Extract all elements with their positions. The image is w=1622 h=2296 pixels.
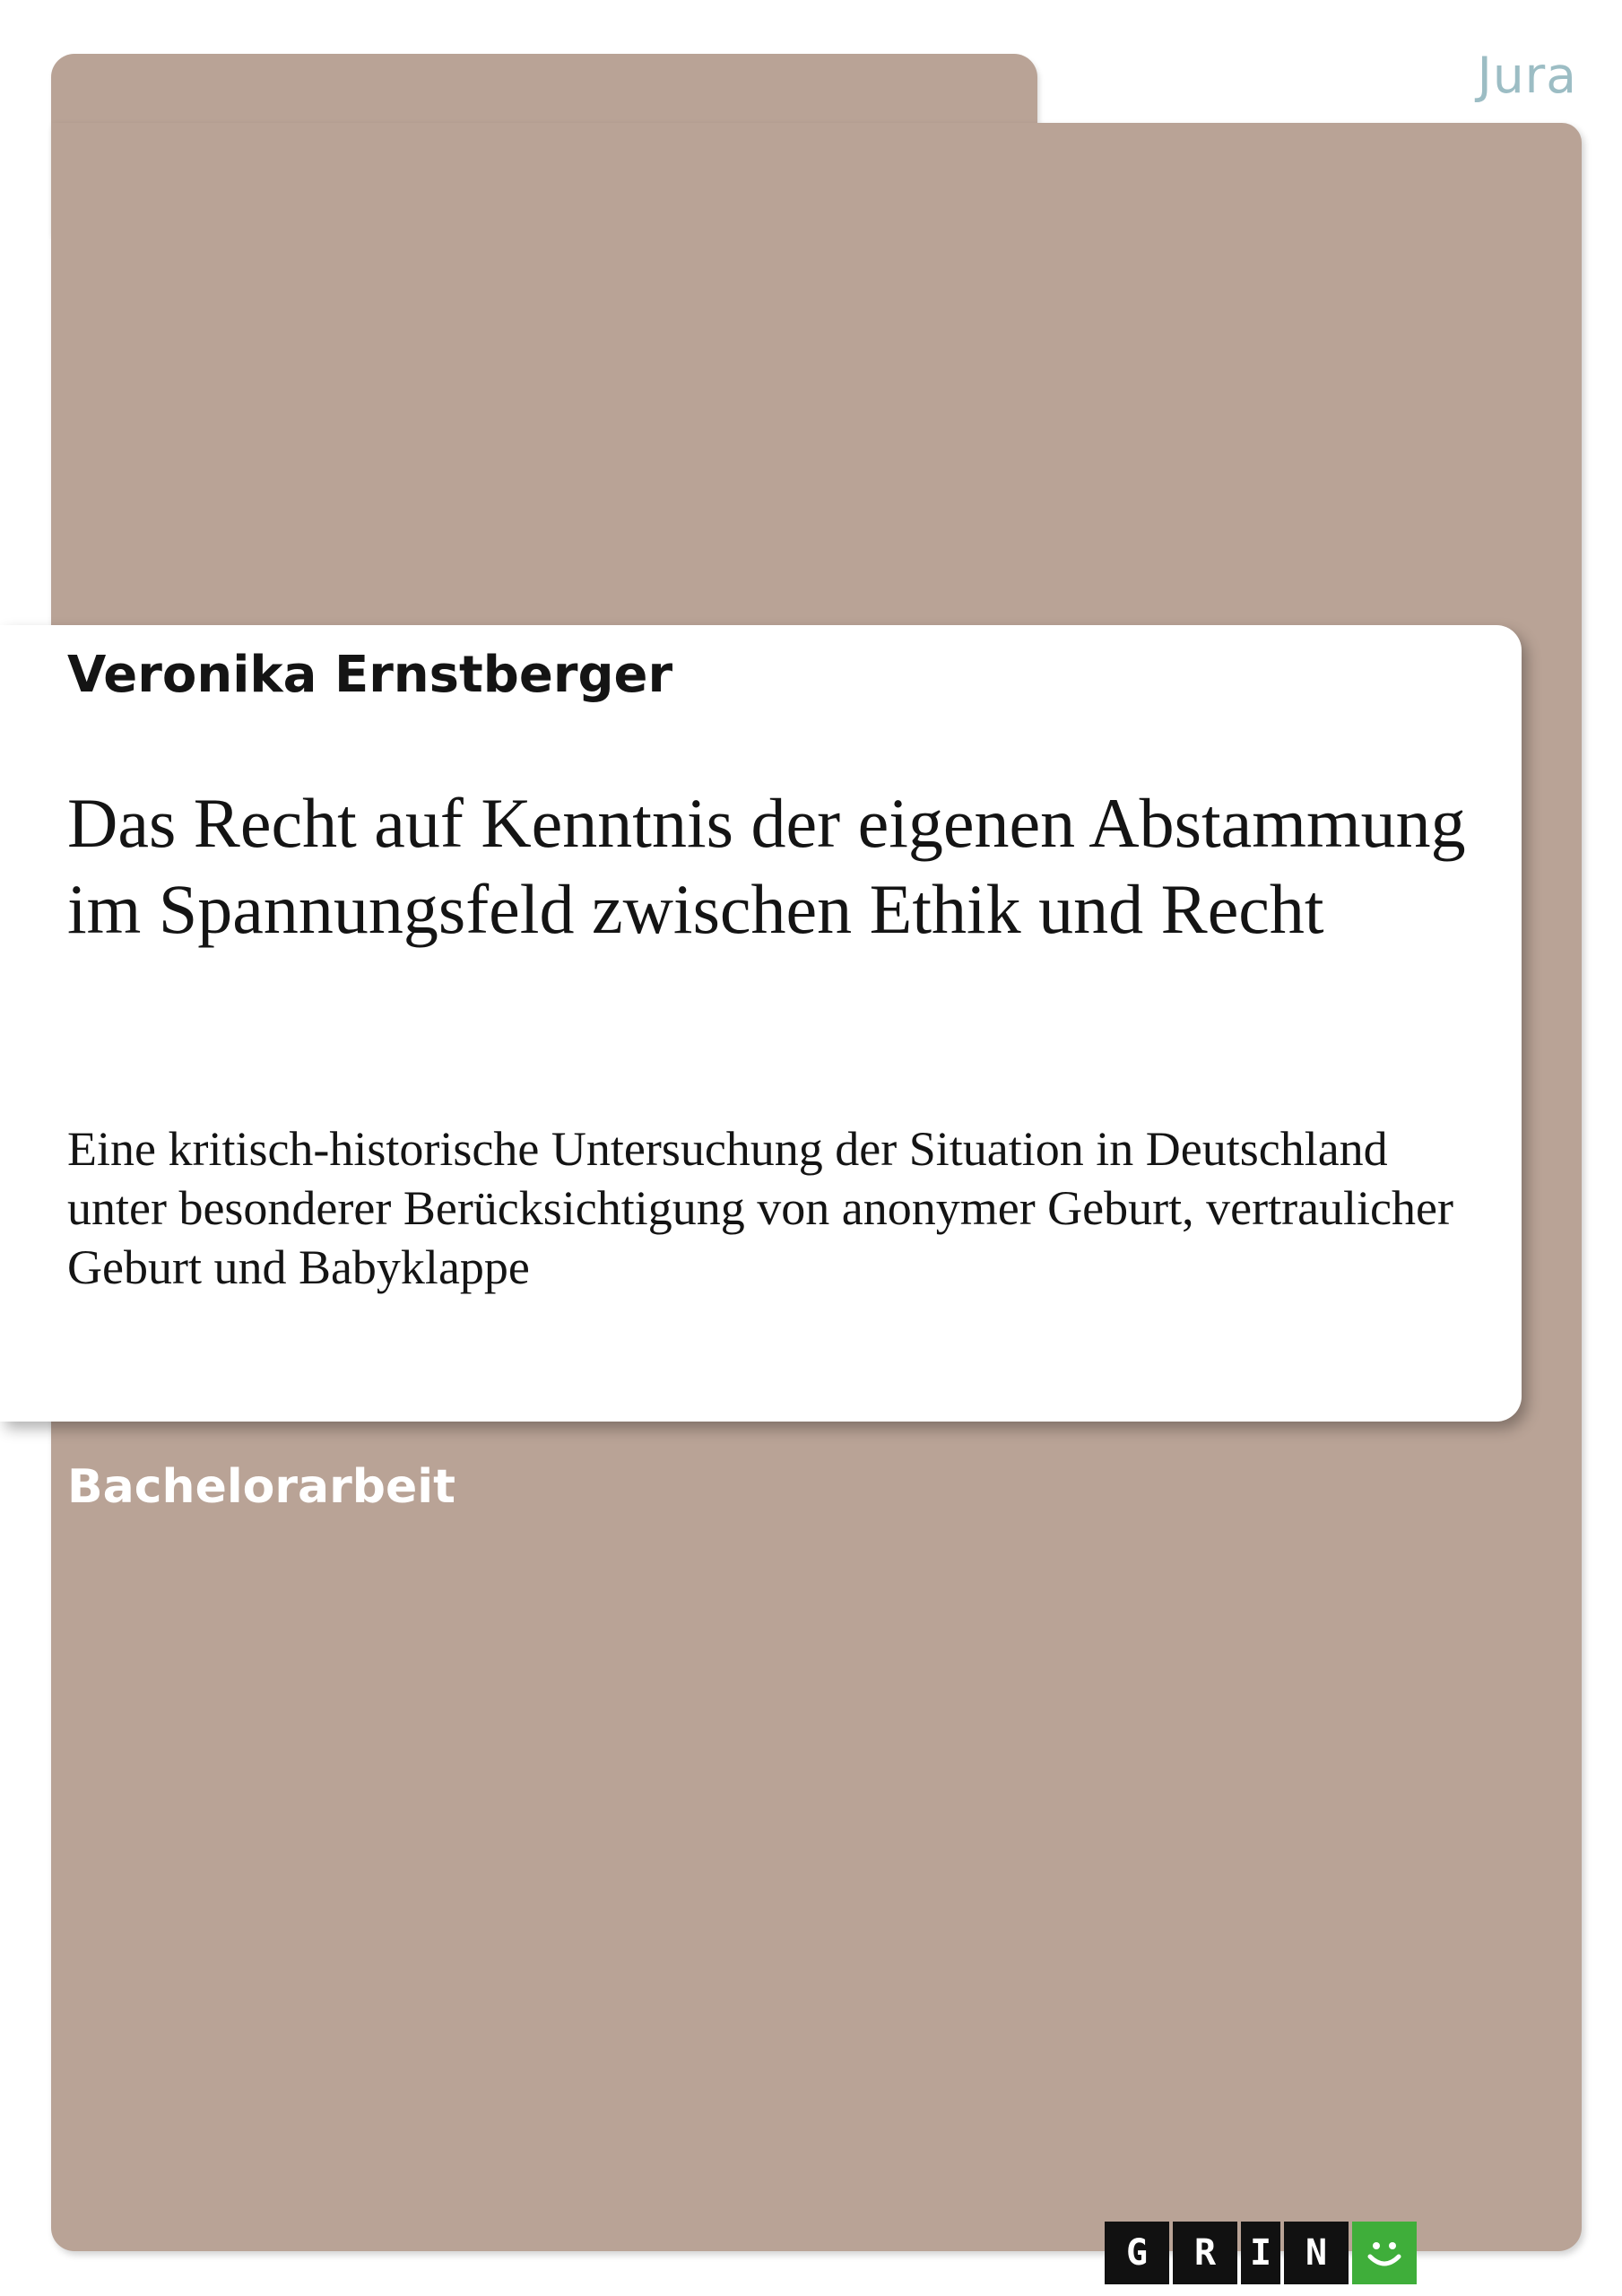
publisher-logo [1105,2222,1417,2284]
category-label: Jura [1477,47,1577,104]
author-name: Veronika Ernstberger [67,646,673,704]
logo-letter: G [1105,2222,1169,2284]
book-title: Das Recht auf Kenntnis der eigenen Abstammung im Spannungsfeld zwischen Ethik und Recht [67,784,1466,948]
document-type: Bachelorarbeit [67,1460,455,1514]
logo-letter: I [1241,2222,1280,2284]
logo-letter: R [1173,2222,1237,2284]
logo-letter: N [1284,2222,1349,2284]
book-subtitle: Eine kritisch-historische Untersuchung der Situation in Deutschland unter besonderer Berücksichtigung von anonymer Geburt, vertraulicher Geburt und Babyklappe [67,1122,1453,1294]
smiley-icon [1352,2222,1417,2284]
title-card [0,625,1522,1422]
